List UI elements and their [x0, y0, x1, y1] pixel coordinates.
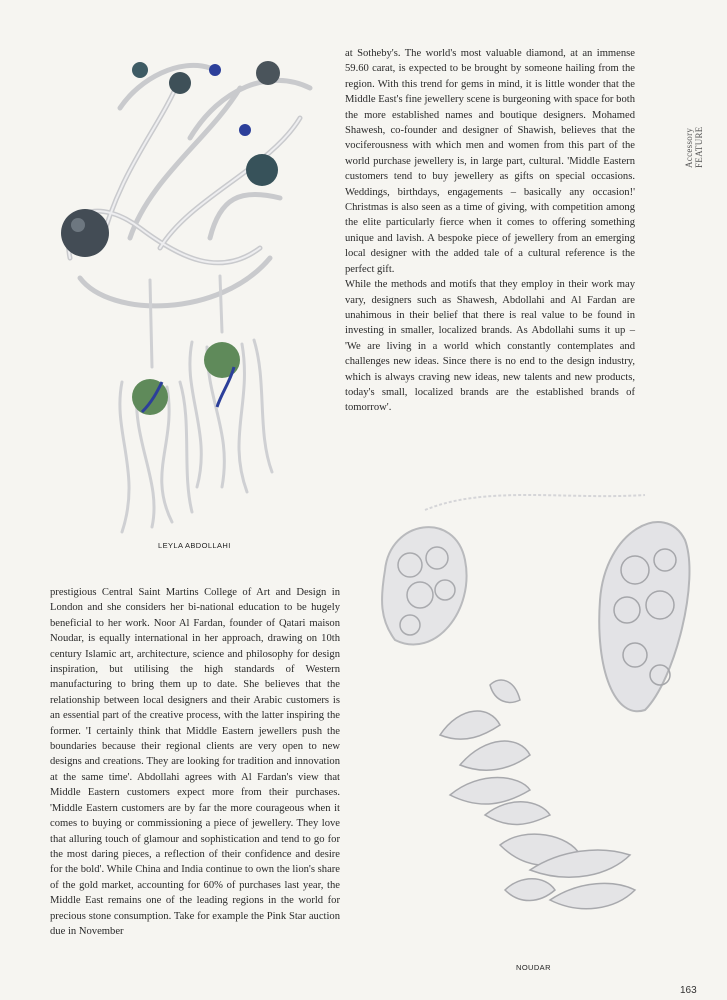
running-head-category: FEATURE [694, 126, 704, 168]
running-head [684, 48, 702, 168]
article-column-left [50, 585, 340, 939]
caption-leyla-abdollahi: LEYLA ABDOLLAHI [158, 541, 231, 550]
running-head-section: Accessory [684, 127, 694, 168]
article-column-right [345, 46, 635, 416]
page-number: 163 [680, 985, 697, 996]
caption-noudar: NOUDAR [516, 963, 551, 972]
noudar-rings-photo [430, 675, 640, 925]
earrings-photo [92, 272, 302, 537]
article-paragraph: prestigious Central Saint Martins College of Art and Design in London and she considers her bi-national education to be hugely beneficial to her work. Noor Al Fardan, founder of Qatari maison Noudar, is equally international in her approach, drawing on 10th century Islamic art, architecture, science and philosophy for design inspiration, but utilising the high standards of Western manufacturing to bring them up to date. She believes that the relationship between local designers and their Arabic customers is an essential part of the creative process, with the latter inspiring the former. 'I certainly think that Middle Eastern jewellers push the boundaries because their regional clients are very open to new designs and creations. They are looking for tradition and innovation at the same time'. Abdollahi agrees with Al Fardan's view that Middle Eastern customers expect more from their purchases. 'Middle Eastern customers are by far the more courageous when it comes to buying or commissioning a piece of jewellery. They love that alluring touch of glamour and sophistication and tend to go for the most daring pieces, a reflection of their confidence and desire for the bold'. While China and India continue to own the lion's share of the gold market, accounting for 60% of purchases last year, the Middle East remains one of the leading regions in the world for precious stone consumption. Take for example the Pink Star auction due in November [50, 587, 340, 937]
article-paragraph: at Sotheby's. The world's most valuable diamond, at an immense 59.60 carat, is expected to be brought by someone hailing from the region. With this trend for gems in mind, it is little wonder that the Middle East's fine jewellery scene is burgeoning with space for both the more established names and boutique designers. Mohamed Shawesh, co-founder and designer of Shawish, believes that the vociferousness with which men and women from this part of the world purchase jewellery is, in large part, cultural. 'Middle Eastern customers tend to buy jewellery as gifts on special occasions. Weddings, birthdays, engagements – basically any occasion!' Christmas is also seen as a time of giving, with competition among the elite particularly fierce when it comes to offering something unique and lavish. A bespoke piece of jewellery from an emerging local designer with the added tale of a cultural reference is the perfect gift. [345, 48, 635, 275]
article-paragraph: While the methods and motifs that they employ in their work may vary, designers such as Shawesh, Abdollahi and Al Fardan are unahimous in their belief that there is real value to be found in investing in smaller, localized brands. As Abdollahi sums it up – 'We are living in a world which constantly contemplates and challenges new ideas. Since there is no end to the design industry, which is always craving new ideas, new talents and new products, today's small, localized brands are the established brands of tomorrow'. [345, 279, 635, 414]
